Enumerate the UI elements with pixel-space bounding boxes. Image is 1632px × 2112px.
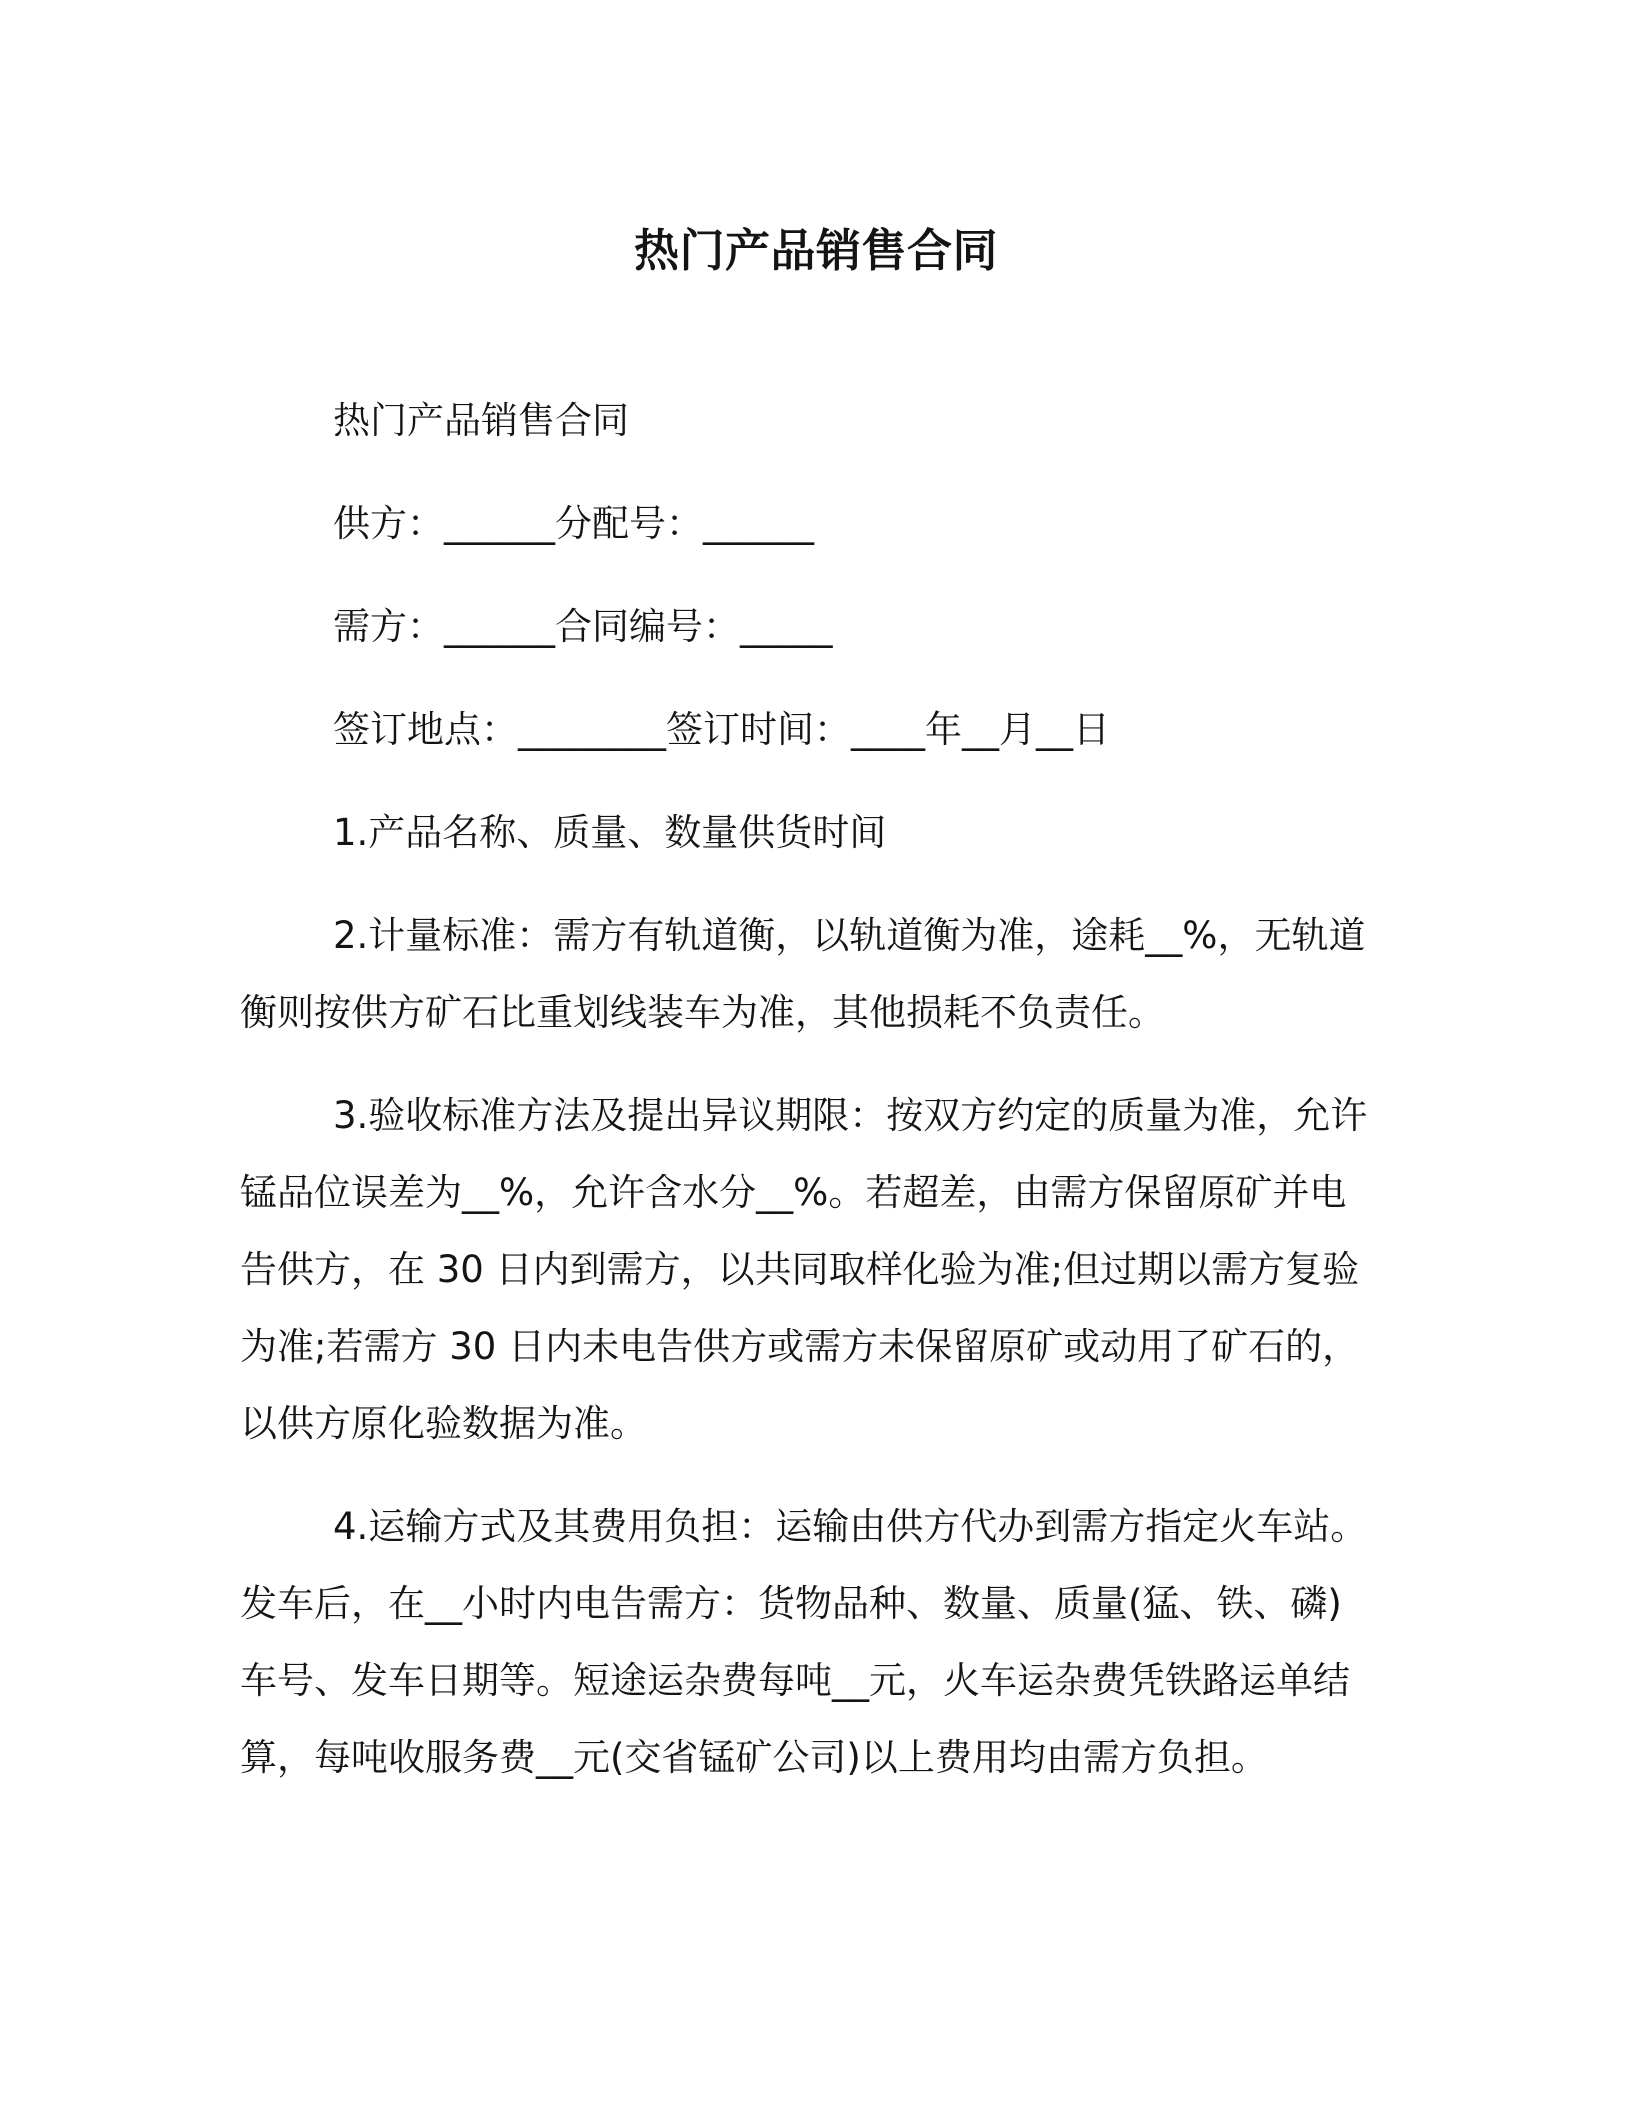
paragraph-line: 算，每吨收服务费__元(交省锰矿公司)以上费用均由需方负担。 [240, 1736, 1268, 1779]
paragraph-line: 热门产品销售合同 [333, 399, 629, 442]
paragraph-line: 1.产品名称、质量、数量供货时间 [333, 811, 887, 854]
paragraph-line: 需方：______合同编号：_____ [333, 605, 833, 648]
document-title: 热门产品销售合同 [633, 224, 998, 277]
paragraph-line: 2.计量标准：需方有轨道衡，以轨道衡为准，途耗__%，无轨道 [333, 914, 1366, 957]
paragraph-line: 签订地点：________签订时间：____年__月__日 [333, 708, 1110, 751]
document-body [240, 382, 1370, 1822]
paragraph-clause-4 [240, 1488, 1370, 1796]
paragraph-clause-2 [240, 897, 1370, 1051]
paragraph-line: 4.运输方式及其费用负担：运输由供方代办到需方指定火车站。 [333, 1505, 1368, 1548]
paragraph-signing [240, 691, 1370, 768]
paragraph-line: 发车后，在__小时内电告需方：货物品种、数量、质量(猛、铁、磷) [240, 1582, 1342, 1625]
paragraph-clause-1 [240, 794, 1370, 871]
paragraph-line: 3.验收标准方法及提出异议期限：按双方约定的质量为准，允许 [333, 1094, 1368, 1137]
paragraph-line: 衡则按供方矿石比重划线装车为准，其他损耗不负责任。 [240, 991, 1165, 1034]
paragraph-line: 告供方，在 30 日内到需方，以共同取样化验为准;但过期以需方复验 [240, 1248, 1360, 1291]
paragraph-buyer [240, 588, 1370, 665]
paragraph-line: 为准;若需方 30 日内未电告供方或需方未保留原矿或动用了矿石的， [240, 1325, 1360, 1368]
paragraph-clause-3 [240, 1077, 1370, 1462]
paragraph-line: 以供方原化验数据为准。 [240, 1402, 647, 1445]
paragraph-subtitle [240, 382, 1370, 459]
paragraph-line: 车号、发车日期等。短途运杂费每吨__元，火车运杂费凭铁路运单结 [240, 1659, 1350, 1702]
paragraph-supplier [240, 485, 1370, 562]
paragraph-line: 供方：______分配号：______ [333, 502, 814, 545]
paragraph-line: 锰品位误差为__%，允许含水分__%。若超差，由需方保留原矿并电 [240, 1171, 1347, 1214]
